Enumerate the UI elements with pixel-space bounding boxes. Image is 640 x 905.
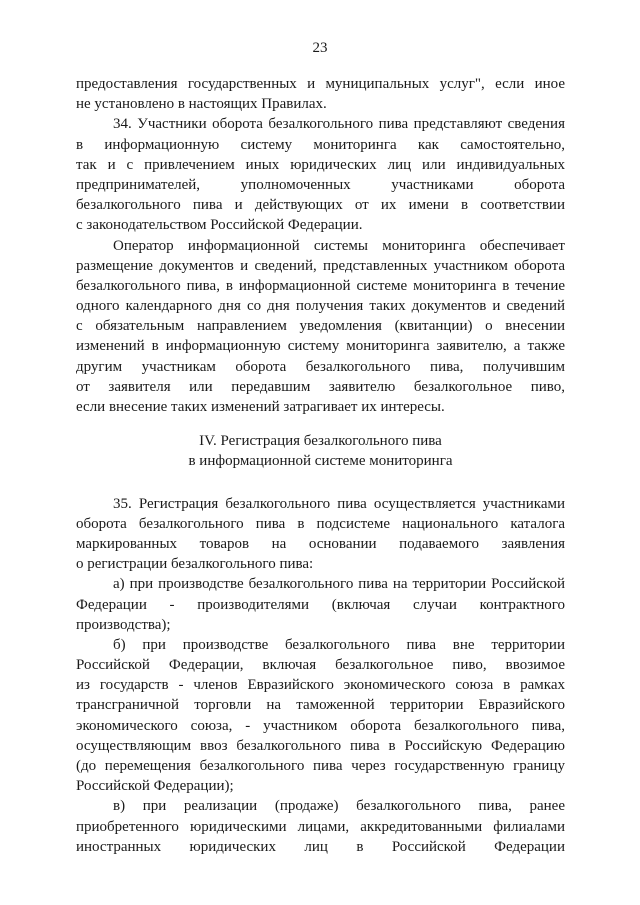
text-line: б) при производстве безалкогольного пива вне территории (113, 636, 565, 653)
text-line: с обязательным направлением уведомления (квитанции) о внесении (76, 318, 565, 335)
text-line: безалкогольного пива и действующих от их имени в соответствии (76, 197, 565, 214)
text-line: иностранных юридических лиц в Российской Федерации (76, 838, 565, 855)
text-line: Российской Федерации, включая безалкогольное пиво, ввозимое (76, 657, 565, 674)
text-line: безалкогольного пива, в информационной системе мониторинга в течение (76, 277, 565, 294)
text-line: из государств - членов Евразийского экономического союза в рамках (76, 677, 565, 694)
document-body (76, 74, 565, 857)
text-line: одного календарного дня со дня получения таких документов и сведений (76, 298, 565, 315)
text-line: маркированных товаров на основании подаваемого заявления (76, 535, 565, 552)
text-line: трансграничной торговли на таможенной территории Евразийского (76, 697, 565, 714)
text-line: осуществляющим ввоз безалкогольного пива в Российскую Федерацию (76, 737, 565, 754)
page-number: 23 (312, 40, 328, 56)
text-line: оборота безалкогольного пива в подсистеме национального каталога (76, 515, 565, 532)
text-line: предоставления государственных и муниципальных услуг", если иное (76, 76, 565, 92)
text-line: от заявителя или передавшим заявителю безалкогольное пиво, (76, 378, 565, 395)
section-heading-line: IV. Регистрация безалкогольного пива (199, 433, 442, 450)
text-line: (до перемещения безалкогольного пива через государственную границу (76, 758, 565, 774)
text-line: так и с привлечением иных юридических лиц или индивидуальных (76, 156, 565, 173)
text-line: в информационную систему мониторинга как самостоятельно, (76, 136, 565, 153)
text-line: размещение документов и сведений, представленных участником оборота (76, 257, 565, 274)
spacer (76, 417, 565, 431)
text-line: если внесение таких изменений затрагивает их интересы. (76, 399, 445, 415)
text-line: другим участникам оборота безалкогольного пива, получившим (76, 358, 565, 375)
text-line: изменений в информационную систему мониторинга заявителю, а также (76, 338, 565, 355)
text-line: в) при реализации (продаже) безалкогольного пива, ранее (113, 798, 565, 815)
section-heading-line: в информационной системе мониторинга (188, 453, 453, 470)
text-line: Федерации - производителями (включая случаи контрактного (76, 596, 565, 613)
text-line: а) при производстве безалкогольного пива на территории Российской (113, 576, 565, 593)
text-line: приобретенного юридическими лицами, аккредитованными филиалами (76, 818, 565, 835)
text-line: Российской Федерации); (76, 778, 234, 795)
text-line: предпринимателей, уполномоченных участниками оборота (76, 176, 565, 193)
text-line: не установлено в настоящих Правилах. (76, 96, 327, 113)
text-line: 34. Участники оборота безалкогольного пива представляют сведения (113, 116, 565, 133)
text-line: 35. Регистрация безалкогольного пива осуществляется участниками (113, 495, 565, 512)
text-line: производства); (76, 616, 171, 633)
spacer (76, 472, 565, 494)
text-line: экономического союза, - участником оборота безалкогольного пива, (76, 717, 565, 734)
text-line: с законодательством Российской Федерации. (76, 217, 363, 234)
text-line: Оператор информационной системы мониторинга обеспечивает (113, 237, 565, 254)
text-line: о регистрации безалкогольного пива: (76, 556, 314, 573)
